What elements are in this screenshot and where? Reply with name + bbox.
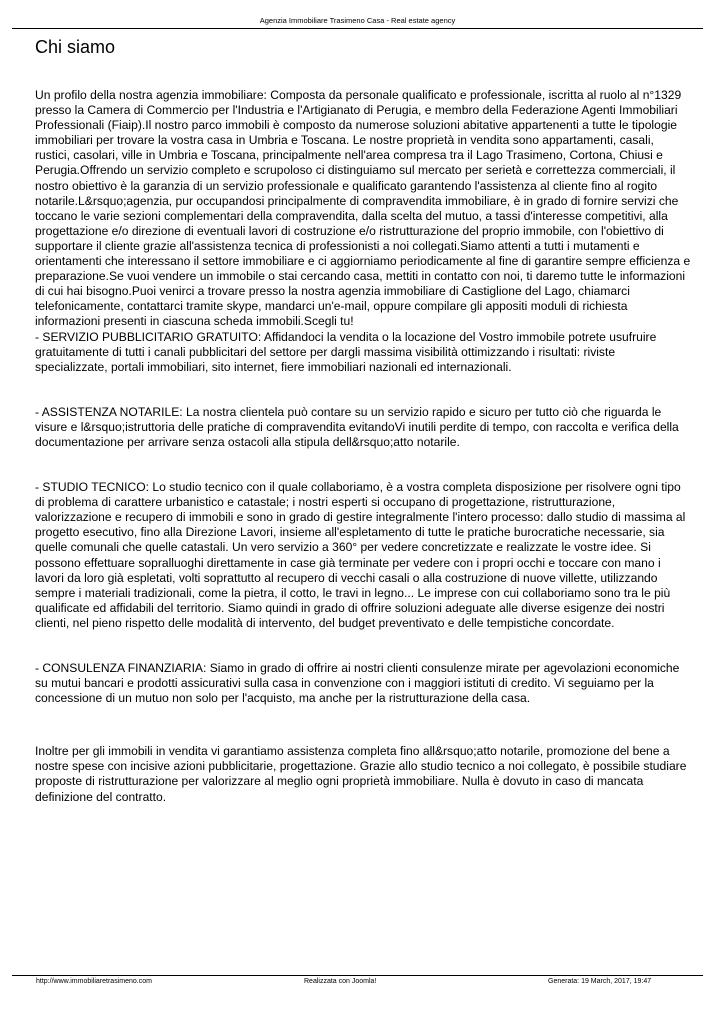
footer-generated-date: Generata: 19 March, 2017, 19:47	[548, 978, 652, 985]
page-header	[12, 14, 703, 29]
footer-site-link[interactable]: http://www.immobiliaretrasimeno.com	[36, 978, 152, 985]
footer-powered-by: Realizzata con Joomla!	[304, 978, 377, 985]
service-technical-studio-paragraph: - STUDIO TECNICO: Lo studio tecnico con il quale collaboriamo, è a vostra completa disposizione per risolvere ogni tipo di problema di carattere urbanistico e catastale; i nostri esperti si occupano di progettazione, ristrutturazione, valorizzazione e recupero di immobili e sono in grado di gestire integralmente l'intero processo: dallo studio di massima al progetto esecutivo, fino alla Direzione Lavori, insieme all'espletamento di tutte le pratiche burocratiche necessarie, sia quelle comunali che quelle catastali. Un vero servizio a 360° per vedere concretizzate e realizzate le vostre idee. Si possono effettuare sopralluoghi direttamente in case già terminate per vedere con i propri occhi e toccare con mano i lavori da loro già espletati, volti soprattutto al recupero di vecchi casali o alla costruzione di nuove villette, utilizzando sempre i materiali tradizionali, come la pietra, il cotto, le travi in legno... Le imprese con cui collaboriamo sono tra le più qualificate ed affidabili del territorio. Siamo quindi in grado di offrire soluzioni adeguate alle diverse esigenze dei nostri clienti, nel pieno rispetto delle modalità di intervento, del budget preventivato e delle tempistiche concordate.	[35, 480, 686, 630]
article-body	[35, 88, 691, 805]
service-advertising-paragraph: - SERVIZIO PUBBLICITARIO GRATUITO: Affidandoci la vendita o la locazione del Vostro immobile potrete usufruire gratuitamente di tutti i canali pubblicitari del settore per dargli massima visibilità ottimizzando i risultati: riviste specializzate, portali immobiliari, sito internet, fiere immobiliari nazionali ed internazionali.	[35, 329, 657, 374]
intro-paragraph: Un profilo della nostra agenzia immobiliare: Composta da personale qualificato e professionale, iscritta al ruolo al n°1329 presso la Camera di Commercio per l'Industria e l'Artigianato di Perugia, e membro della Federazione Agenti Immobiliari Professionali (Fiaip).Il nostro parco immobili è composto da numerose soluzioni abitative appartenenti a tutte le tipologie immobiliari per trovare la vostra casa in Umbria e Toscana. Le nostre proprietà in vendita sono appartamenti, casali, rustici, casolari, ville in Umbria e Toscana, principalmente nell'area compresa tra il Lago Trasimeno, Cortona, Chiusi e Perugia.Offrendo un servizio completo e scrupoloso ci distinguiamo sul mercato per serietà e correttezza commerciali, il nostro obiettivo è la garanzia di un servizio professionale e qualificato garantendo l'assistenza al cliente fino al rogito notarile.L&rsquo;agenzia, pur occupandosi principalmente di compravendita immobiliare, è in grado di fornire servizi che toccano le varie sezioni complementari della compravendita, dalla scelta del mutuo, a tassi d'interesse competitivi, alla progettazione e/o direzione di eventuali lavori di costruzione e/o ristrutturazione del proprio immobile, con l'obiettivo di supportare il cliente grazie all'assistenza tecnica di professionisti a noi collegati.Siamo attenti a tutti i mutamenti e orientamenti che interessano il settore immobiliare e ci aggiorniamo periodicamente al fine di garantire sempre efficienza e preparazione.Se vuoi vendere un immobile o stai cercando casa, mettiti in contatto con noi, ti daremo tutte le informazioni di cui hai bisogno.Puoi venirci a trovare presso la nostra agenzia immobiliare di Castiglione del Lago, chiamarci telefonicamente, contattarci tramite skype, mandarci un'e-mail, oppure compilare gli appositi moduli di richiesta informazioni presenti in ciascuna scheda immobili.Scegli tu!	[35, 88, 691, 329]
service-financial-paragraph: - CONSULENZA FINANZIARIA: Siamo in grado di offrire ai nostri clienti consulenze mirate per agevolazioni economiche su mutui bancari e prodotti assicurativi sulla casa in convenzione con i maggiori istituti di credito. Vi seguiamo per la concessione di un mutuo non solo per l'acquisto, ma anche per la ristrutturazione della casa.	[35, 661, 680, 706]
page-title: Chi siamo	[35, 37, 116, 57]
site-title: Agenzia Immobiliare Trasimeno Casa - Real estate agency	[259, 16, 456, 25]
service-notary-paragraph: - ASSISTENZA NOTARILE: La nostra clientela può contare su un servizio rapido e sicuro per tutto ciò che riguarda le visure e l&rsquo;istruttoria delle pratiche di compravendita evitandoVi inutili perdite di tempo, con raccolta e verifica della documentazione per arrivare senza ostacoli alla stipula dell&rsquo;atto notarile.	[35, 404, 679, 449]
closing-paragraph: Inoltre per gli immobili in vendita vi garantiamo assistenza completa fino all&rsquo;atto notarile, promozione del bene a nostre spese con incisive azioni pubblicitarie, progettazione. Grazie allo studio tecnico a noi collegato, è possibile studiare proposte di ristrutturazione per valorizzare al meglio ogni proprietà immobiliare. Nulla è dovuto in caso di mancata definizione del contratto.	[35, 744, 687, 804]
page-footer	[12, 975, 703, 988]
